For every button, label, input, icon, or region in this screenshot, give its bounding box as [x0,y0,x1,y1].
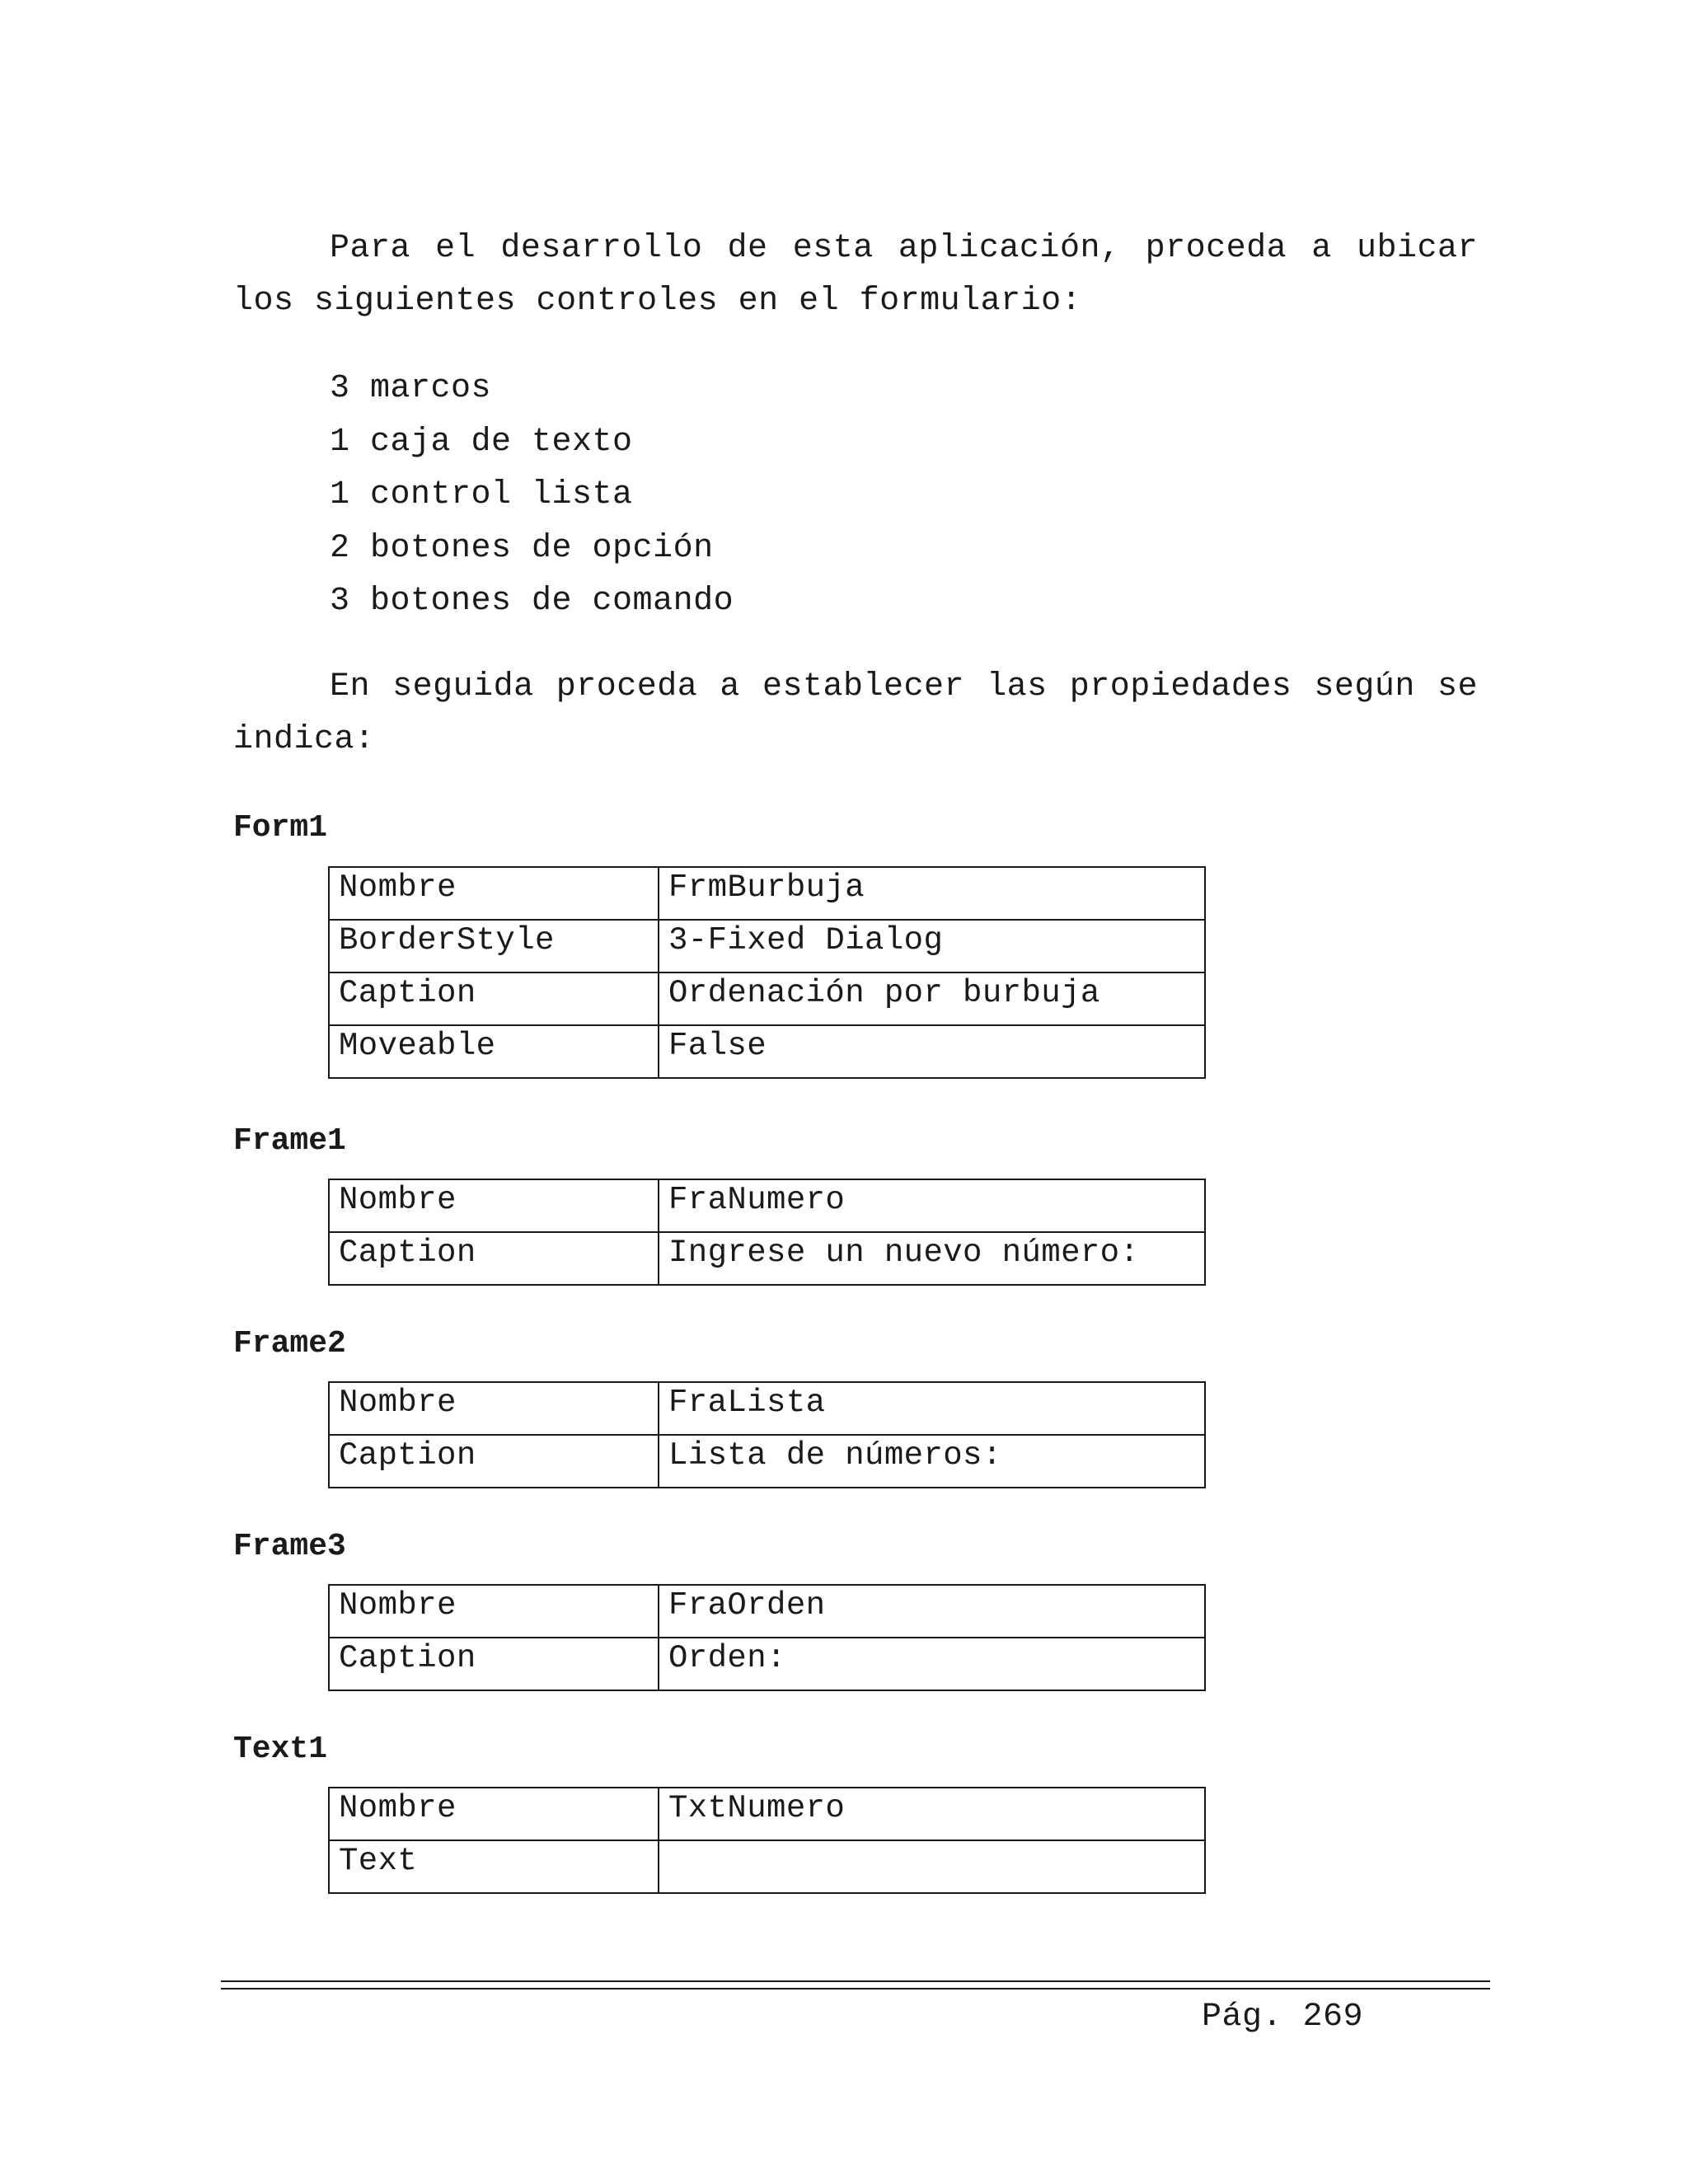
section-heading-text1: Text1 [233,1732,328,1767]
properties-table-text1 [328,1787,1206,1894]
property-name-cell: Nombre [329,1382,659,1435]
property-value-cell: TxtNumero [659,1788,1205,1840]
footer-rule-top [221,1980,1490,1982]
property-value-cell: FraOrden [659,1585,1205,1638]
table-row [329,1788,1205,1840]
section-heading-frame1: Frame1 [233,1123,346,1159]
property-name-cell: Caption [329,1232,659,1285]
section-heading-frame2: Frame2 [233,1326,346,1361]
section-heading-frame3: Frame3 [233,1529,346,1564]
table-row [329,972,1205,1025]
section-heading-form1: Form1 [233,810,328,846]
property-name-cell: Nombre [329,867,659,920]
properties-table-frame2 [328,1381,1206,1488]
property-value-cell: 3-Fixed Dialog [659,920,1205,972]
list-item: 3 botones de comando [330,583,734,620]
list-item: 1 caja de texto [330,423,633,461]
property-name-cell: Nombre [329,1585,659,1638]
list-item: 3 marcos [330,370,492,407]
properties-table-frame3 [328,1584,1206,1691]
list-item: 2 botones de opción [330,529,714,567]
property-name-cell: BorderStyle [329,920,659,972]
controls-list [330,363,734,629]
list-item: 1 control lista [330,476,633,513]
table-row [329,1638,1205,1690]
table-row [329,1382,1205,1435]
table-row [329,1179,1205,1232]
table-row [329,867,1205,920]
property-name-cell: Caption [329,1435,659,1488]
table-row [329,1025,1205,1078]
intro-paragraph: Para el desarrollo de esta aplicación, proceda a ubicar los siguientes controles en el formulario: [233,230,1478,320]
table-row [329,1840,1205,1893]
property-value-cell: FraNumero [659,1179,1205,1232]
property-value-cell: Lista de números: [659,1435,1205,1488]
footer-rule-bottom [221,1988,1490,1990]
table-row [329,1435,1205,1488]
property-value-cell: Ordenación por burbuja [659,972,1205,1025]
page-number: Pág. 269 [1202,1999,1364,2036]
property-value-cell: FrmBurbuja [659,867,1205,920]
property-name-cell: Nombre [329,1788,659,1840]
properties-table-form1 [328,866,1206,1079]
table-row [329,920,1205,972]
table-row [329,1232,1205,1285]
table-row [329,1585,1205,1638]
property-name-cell: Caption [329,1638,659,1690]
property-value-cell [659,1840,1205,1893]
property-value-cell: Ingrese un nuevo número: [659,1232,1205,1285]
property-value-cell: Orden: [659,1638,1205,1690]
property-name-cell: Text [329,1840,659,1893]
properties-paragraph: En seguida proceda a establecer las propiedades según se indica: [233,668,1478,758]
properties-table-frame1 [328,1179,1206,1286]
property-value-cell: FraLista [659,1382,1205,1435]
property-name-cell: Moveable [329,1025,659,1078]
property-name-cell: Caption [329,972,659,1025]
property-name-cell: Nombre [329,1179,659,1232]
property-value-cell: False [659,1025,1205,1078]
